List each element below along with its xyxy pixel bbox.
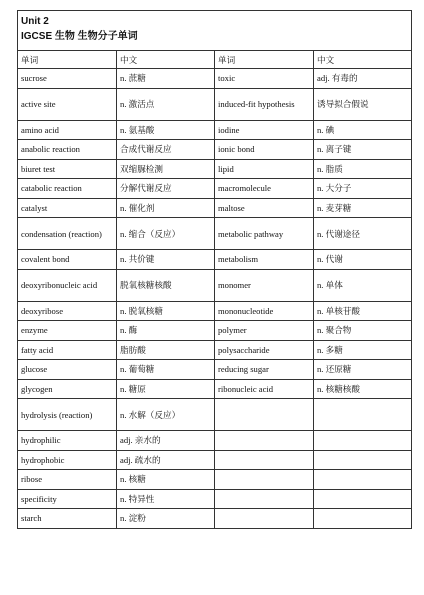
word-cell <box>18 399 117 431</box>
chinese-cell <box>314 159 412 179</box>
chinese-cell-text: n. 麦芽糖 <box>317 202 352 213</box>
chinese-cell-text: n. 特异性 <box>120 493 155 504</box>
word-cell <box>18 509 117 529</box>
header-word-2: 单词 <box>214 51 313 69</box>
chinese-cell <box>117 159 215 179</box>
table-row <box>18 159 412 179</box>
word-cell <box>214 159 313 179</box>
word-cell <box>18 250 117 270</box>
word-cell-text: biuret test <box>21 163 56 174</box>
table-row <box>18 120 412 140</box>
word-cell <box>18 450 117 470</box>
word-cell-text: ribose <box>21 474 43 485</box>
header-chinese-2: 中文 <box>314 51 412 69</box>
chinese-cell <box>117 379 215 399</box>
word-cell-text: active site <box>21 99 56 109</box>
table-row <box>18 450 412 470</box>
table-row <box>18 69 412 89</box>
chinese-cell-text: n. 葡萄糖 <box>120 364 155 375</box>
chinese-cell <box>314 69 412 89</box>
chinese-cell <box>117 88 215 120</box>
word-cell <box>18 321 117 341</box>
word-cell-text: deoxyribose <box>21 305 64 316</box>
word-cell <box>18 470 117 490</box>
chinese-cell <box>117 179 215 199</box>
chinese-cell-text: n. 代谢途径 <box>317 228 360 239</box>
word-cell <box>214 198 313 218</box>
word-cell <box>214 379 313 399</box>
word-cell <box>214 250 313 270</box>
chinese-cell <box>314 509 412 529</box>
word-cell <box>18 69 117 89</box>
chinese-cell-text: n. 大分子 <box>317 183 352 194</box>
word-cell-text: covalent bond <box>21 254 70 265</box>
chinese-cell-text: adj. 疏水的 <box>120 454 161 465</box>
chinese-cell <box>314 470 412 490</box>
chinese-cell <box>314 218 412 250</box>
word-cell-text: maltose <box>217 202 245 213</box>
word-cell-text: catalyst <box>21 202 48 213</box>
word-cell-text: deoxyribonucleic acid <box>21 280 98 290</box>
chinese-cell <box>117 69 215 89</box>
word-cell-text: reducing sugar <box>217 364 269 375</box>
word-cell <box>214 431 313 451</box>
chinese-cell-text: n. 还原糖 <box>317 364 352 375</box>
word-cell-text: fatty acid <box>21 344 54 355</box>
unit-title: Unit 2 <box>21 16 49 27</box>
vocabulary-table <box>17 10 412 529</box>
word-cell <box>18 198 117 218</box>
word-cell-text: condensation (reaction) <box>21 228 102 239</box>
table-row <box>18 509 412 529</box>
word-cell <box>18 179 117 199</box>
chinese-cell <box>117 301 215 321</box>
title-cell <box>18 11 412 51</box>
table-row <box>18 431 412 451</box>
chinese-cell-text: n. 碘 <box>317 124 335 135</box>
word-cell <box>18 431 117 451</box>
word-cell-text: starch <box>21 513 42 524</box>
word-cell <box>214 321 313 341</box>
table-row <box>18 470 412 490</box>
word-cell-text: catabolic reaction <box>21 183 82 194</box>
chinese-cell <box>314 269 412 301</box>
word-cell-text: anabolic reaction <box>21 144 80 155</box>
header-word-1: 单词 <box>18 51 117 69</box>
chinese-cell <box>117 360 215 380</box>
word-cell <box>214 140 313 160</box>
word-cell-text: macromolecule <box>217 183 271 194</box>
word-cell-text: sucrose <box>21 73 47 84</box>
table-row <box>18 218 412 250</box>
chinese-cell <box>117 450 215 470</box>
chinese-cell <box>117 431 215 451</box>
chinese-cell-text: 诱导拟合假说 <box>317 99 369 109</box>
chinese-cell <box>117 140 215 160</box>
word-cell <box>214 489 313 509</box>
word-cell <box>214 88 313 120</box>
chinese-cell <box>117 509 215 529</box>
chinese-cell <box>314 360 412 380</box>
word-cell <box>214 509 313 529</box>
word-cell <box>214 269 313 301</box>
word-cell <box>214 120 313 140</box>
chinese-cell <box>314 88 412 120</box>
table-row <box>18 399 412 431</box>
chinese-cell-text: n. 催化剂 <box>120 202 155 213</box>
word-cell <box>214 399 313 431</box>
chinese-cell <box>314 321 412 341</box>
word-cell-text: hydrophilic <box>21 435 61 446</box>
word-cell-text: induced-fit hypothesis <box>217 99 295 109</box>
chinese-cell-text: n. 核糖 <box>120 474 146 485</box>
word-cell-text: specificity <box>21 493 57 504</box>
table-row <box>18 360 412 380</box>
chinese-cell <box>314 340 412 360</box>
word-cell-text: ionic bond <box>217 144 255 155</box>
chinese-cell-text: n. 共价键 <box>120 254 155 265</box>
chinese-cell-text: 脱氧核糖核酸 <box>120 280 172 290</box>
header-chinese-1: 中文 <box>117 51 215 69</box>
word-cell-text: metabolism <box>217 254 259 265</box>
word-cell <box>18 218 117 250</box>
word-cell <box>18 140 117 160</box>
word-cell-text: hydrophobic <box>21 454 65 465</box>
word-cell-text: polymer <box>217 325 247 336</box>
chinese-cell <box>314 140 412 160</box>
chinese-cell <box>117 470 215 490</box>
chinese-cell <box>314 301 412 321</box>
table-row <box>18 198 412 218</box>
chinese-cell-text: 分解代谢反应 <box>120 183 172 194</box>
chinese-cell <box>117 340 215 360</box>
word-cell-text: ribonucleic acid <box>217 383 274 394</box>
chinese-cell <box>314 489 412 509</box>
chinese-cell-text: 脂肪酸 <box>120 344 146 355</box>
chinese-cell <box>314 179 412 199</box>
word-cell-text: enzyme <box>21 325 48 336</box>
table-row <box>18 379 412 399</box>
word-cell <box>18 340 117 360</box>
chinese-cell-text: n. 氨基酸 <box>120 124 155 135</box>
word-cell-text: amino acid <box>21 124 59 135</box>
chinese-cell <box>314 450 412 470</box>
word-cell <box>214 470 313 490</box>
table-row <box>18 340 412 360</box>
chinese-cell-text: 合成代谢反应 <box>120 144 172 155</box>
chinese-cell <box>117 198 215 218</box>
word-cell-text: glycogen <box>21 383 53 394</box>
chinese-cell-text: n. 单体 <box>317 280 343 290</box>
chinese-cell <box>117 321 215 341</box>
word-cell <box>214 360 313 380</box>
word-cell <box>18 379 117 399</box>
word-cell-text: metabolic pathway <box>217 228 284 239</box>
chinese-cell-text: n. 聚合物 <box>317 325 352 336</box>
word-cell-text: polysaccharide <box>217 344 270 355</box>
chinese-cell-text: adj. 有毒的 <box>317 73 358 84</box>
table-row <box>18 88 412 120</box>
chinese-cell-text: n. 水解（反应） <box>120 409 181 420</box>
table-row <box>18 250 412 270</box>
word-cell <box>18 88 117 120</box>
word-cell <box>18 360 117 380</box>
word-cell-text: mononucleotide <box>217 305 274 316</box>
word-cell <box>214 69 313 89</box>
word-cell-text: hydrolysis (reaction) <box>21 409 93 420</box>
vocabulary-sheet <box>17 10 412 529</box>
table-row <box>18 179 412 199</box>
chinese-cell-text: n. 代谢 <box>317 254 343 265</box>
word-cell <box>214 450 313 470</box>
table-row <box>18 269 412 301</box>
header-row <box>18 51 412 69</box>
chinese-cell-text: n. 淀粉 <box>120 513 146 524</box>
chinese-cell-text: adj. 亲水的 <box>120 435 161 446</box>
table-row <box>18 140 412 160</box>
word-cell-text: monomer <box>217 280 251 290</box>
chinese-cell <box>314 120 412 140</box>
chinese-cell-text: n. 脱氧核糖 <box>120 305 163 316</box>
chinese-cell <box>117 489 215 509</box>
sheet-subtitle: IGCSE 生物 生物分子单词 <box>21 31 138 42</box>
chinese-cell-text: n. 离子键 <box>317 144 352 155</box>
chinese-cell <box>314 250 412 270</box>
word-cell <box>18 301 117 321</box>
word-cell <box>18 269 117 301</box>
word-cell <box>18 159 117 179</box>
chinese-cell-text: n. 激活点 <box>120 99 155 109</box>
chinese-cell-text: n. 糖原 <box>120 383 146 394</box>
chinese-cell-text: n. 多糖 <box>317 344 343 355</box>
word-cell-text: toxic <box>217 73 236 84</box>
word-cell <box>214 218 313 250</box>
table-row <box>18 489 412 509</box>
chinese-cell-text: 双缩脲检测 <box>120 163 163 174</box>
chinese-cell <box>117 250 215 270</box>
word-cell-text: lipid <box>217 163 234 174</box>
chinese-cell <box>117 218 215 250</box>
chinese-cell <box>314 431 412 451</box>
chinese-cell <box>314 399 412 431</box>
word-cell <box>214 301 313 321</box>
chinese-cell-text: n. 缩合（反应） <box>120 228 181 239</box>
chinese-cell <box>117 120 215 140</box>
word-cell <box>214 179 313 199</box>
table-row <box>18 301 412 321</box>
chinese-cell-text: n. 酶 <box>120 325 138 336</box>
table-row <box>18 321 412 341</box>
chinese-cell-text: n. 脂质 <box>317 163 343 174</box>
chinese-cell <box>117 269 215 301</box>
word-cell <box>214 340 313 360</box>
word-cell-text: iodine <box>217 124 240 135</box>
chinese-cell <box>117 399 215 431</box>
chinese-cell-text: n. 核糖核酸 <box>317 383 360 394</box>
word-cell <box>18 120 117 140</box>
chinese-cell <box>314 198 412 218</box>
word-cell-text: glucose <box>21 364 48 375</box>
word-cell <box>18 489 117 509</box>
title-row <box>18 11 412 51</box>
chinese-cell <box>314 379 412 399</box>
chinese-cell-text: n. 单核苷酸 <box>317 305 360 316</box>
chinese-cell-text: n. 蔗糖 <box>120 73 146 84</box>
